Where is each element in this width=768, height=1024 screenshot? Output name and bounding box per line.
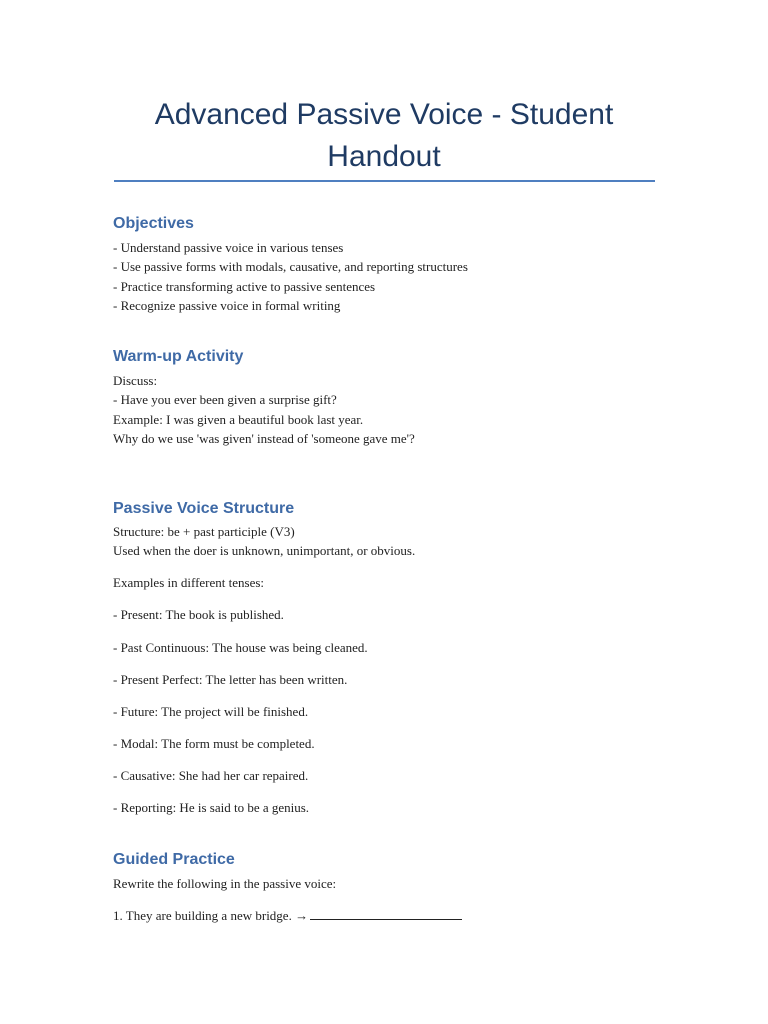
objectives-list (113, 238, 673, 315)
answer-blank (310, 906, 462, 920)
structure-section (113, 499, 673, 817)
objective-item: - Understand passive voice in various tenses (113, 240, 344, 255)
examples-label: Examples in different tenses: (113, 575, 265, 591)
structure-usage: Used when the doer is unknown, unimportant, or obvious. (113, 543, 416, 559)
example-item: - Reporting: He is said to be a genius. (113, 800, 310, 816)
warmup-line: - Have you ever been given a surprise gift? (113, 392, 337, 408)
objective-item: - Practice transforming active to passive sentences (113, 278, 376, 294)
warmup-line: Why do we use 'was given' instead of 'someone gave me'? (113, 430, 415, 446)
objectives-section (113, 214, 673, 315)
warmup-section (113, 347, 673, 448)
guided-heading: Guided Practice (113, 851, 235, 868)
guided-section (113, 850, 673, 925)
structure-intro (113, 522, 673, 561)
objective-item: - Use passive forms with modals, causative, and reporting structures (113, 259, 468, 275)
practice-item (113, 906, 673, 925)
guided-instruction: Rewrite the following in the passive voice: (113, 876, 337, 891)
guided-body (113, 874, 673, 925)
structure-heading: Passive Voice Structure (113, 500, 295, 517)
structure-formula: Structure: be + past participle (V3) (113, 524, 295, 539)
warmup-body (113, 371, 673, 448)
warmup-line: Discuss: (113, 373, 158, 388)
example-item: - Causative: She had her car repaired. (113, 767, 309, 783)
document-title: Advanced Passive Voice - Student Handout (154, 98, 614, 173)
objective-item: - Recognize passive voice in formal writing (113, 297, 341, 313)
example-item: - Future: The project will be finished. (113, 703, 309, 719)
examples-list (113, 573, 673, 817)
example-item: - Present Perfect: The letter has been written. (113, 671, 348, 687)
practice-item-text: 1. They are building a new bridge. → (113, 908, 309, 924)
objectives-heading: Objectives (113, 215, 194, 232)
example-item: - Present: The book is published. (113, 607, 284, 623)
warmup-line: Example: I was given a beautiful book last year. (113, 411, 364, 427)
example-item: - Past Continuous: The house was being cleaned. (113, 639, 368, 655)
warmup-heading: Warm-up Activity (113, 348, 244, 365)
title-divider (114, 180, 655, 182)
example-item: - Modal: The form must be completed. (113, 735, 315, 751)
